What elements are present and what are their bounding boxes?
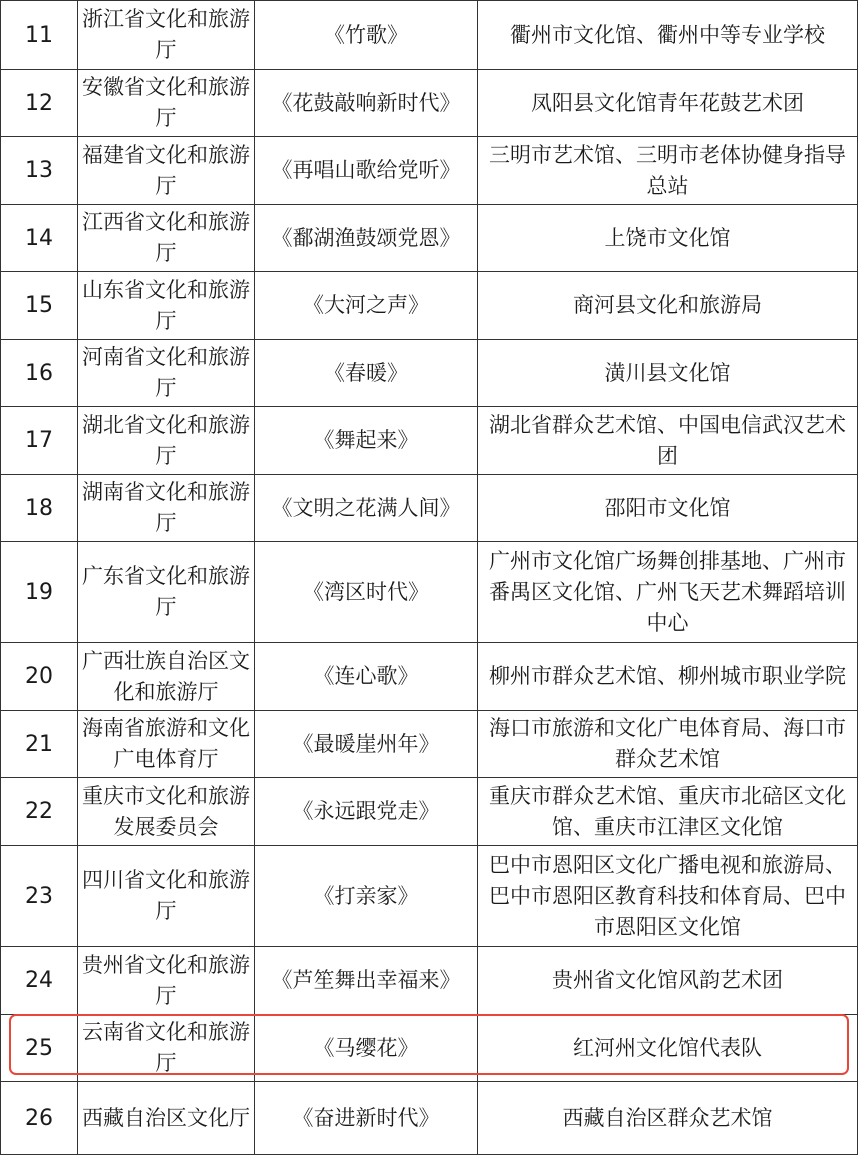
performing-unit-cell: 广州市文化馆广场舞创排基地、广州市番禺区文化馆、广州飞天艺术舞蹈培训中心 <box>478 542 858 643</box>
row-number: 20 <box>1 643 78 711</box>
program-title-cell: 《最暖崖州年》 <box>255 711 478 778</box>
table-row <box>1 272 858 340</box>
performing-unit-cell: 西藏自治区群众艺术馆 <box>478 1082 858 1155</box>
row-number: 26 <box>1 1082 78 1155</box>
row-number: 21 <box>1 711 78 778</box>
row-number: 15 <box>1 272 78 340</box>
organizer-cell: 福建省文化和旅游厅 <box>78 137 255 205</box>
performing-unit-cell: 上饶市文化馆 <box>478 205 858 272</box>
performing-unit-cell: 凤阳县文化馆青年花鼓艺术团 <box>478 70 858 137</box>
table-row <box>1 947 858 1015</box>
performing-unit-cell: 海口市旅游和文化广电体育局、海口市群众艺术馆 <box>478 711 858 778</box>
table-row <box>1 70 858 137</box>
table-row <box>1 1082 858 1155</box>
program-title-cell: 《花鼓敲响新时代》 <box>255 70 478 137</box>
organizer-cell: 广东省文化和旅游厅 <box>78 542 255 643</box>
table-row <box>1 846 858 947</box>
table-row <box>1 205 858 272</box>
performing-unit-cell: 衢州市文化馆、衢州中等专业学校 <box>478 1 858 70</box>
program-title-cell: 《竹歌》 <box>255 1 478 70</box>
table-row <box>1 778 858 846</box>
row-number: 12 <box>1 70 78 137</box>
organizer-cell: 西藏自治区文化厅 <box>78 1082 255 1155</box>
program-title-cell: 《永远跟党走》 <box>255 778 478 846</box>
row-number: 24 <box>1 947 78 1015</box>
row-number: 16 <box>1 340 78 407</box>
organizer-cell: 湖南省文化和旅游厅 <box>78 475 255 542</box>
organizer-cell: 安徽省文化和旅游厅 <box>78 70 255 137</box>
performing-unit-cell: 潢川县文化馆 <box>478 340 858 407</box>
row-number: 25 <box>1 1015 78 1082</box>
organizer-cell: 浙江省文化和旅游厅 <box>78 1 255 70</box>
organizer-cell: 河南省文化和旅游厅 <box>78 340 255 407</box>
performing-unit-cell: 湖北省群众艺术馆、中国电信武汉艺术团 <box>478 407 858 475</box>
organizer-cell: 广西壮族自治区文化和旅游厅 <box>78 643 255 711</box>
performing-unit-cell: 柳州市群众艺术馆、柳州城市职业学院 <box>478 643 858 711</box>
program-title-cell: 《连心歌》 <box>255 643 478 711</box>
organizer-cell: 湖北省文化和旅游厅 <box>78 407 255 475</box>
program-title-cell: 《再唱山歌给党听》 <box>255 137 478 205</box>
organizer-cell: 四川省文化和旅游厅 <box>78 846 255 947</box>
row-number: 17 <box>1 407 78 475</box>
table-body <box>1 1 858 1155</box>
program-title-cell: 《芦笙舞出幸福来》 <box>255 947 478 1015</box>
row-number: 23 <box>1 846 78 947</box>
row-number: 13 <box>1 137 78 205</box>
program-title-cell: 《湾区时代》 <box>255 542 478 643</box>
table-row <box>1 137 858 205</box>
performing-unit-cell: 巴中市恩阳区文化广播电视和旅游局、巴中市恩阳区教育科技和体育局、巴中市恩阳区文化馆 <box>478 846 858 947</box>
row-number: 14 <box>1 205 78 272</box>
row-number: 18 <box>1 475 78 542</box>
organizer-cell: 山东省文化和旅游厅 <box>78 272 255 340</box>
performing-unit-cell: 邵阳市文化馆 <box>478 475 858 542</box>
table-row <box>1 1 858 70</box>
row-number: 22 <box>1 778 78 846</box>
program-title-cell: 《大河之声》 <box>255 272 478 340</box>
organizer-cell: 贵州省文化和旅游厅 <box>78 947 255 1015</box>
program-title-cell: 《马缨花》 <box>255 1015 478 1082</box>
organizer-cell: 重庆市文化和旅游发展委员会 <box>78 778 255 846</box>
performing-unit-cell: 红河州文化馆代表队 <box>478 1015 858 1082</box>
table-row <box>1 542 858 643</box>
program-title-cell: 《舞起来》 <box>255 407 478 475</box>
organizer-cell: 云南省文化和旅游厅 <box>78 1015 255 1082</box>
program-title-cell: 《春暖》 <box>255 340 478 407</box>
program-title-cell: 《鄱湖渔鼓颂党恩》 <box>255 205 478 272</box>
row-number: 11 <box>1 1 78 70</box>
performing-unit-cell: 商河县文化和旅游局 <box>478 272 858 340</box>
row-number: 19 <box>1 542 78 643</box>
table-row <box>1 340 858 407</box>
performing-unit-cell: 三明市艺术馆、三明市老体协健身指导总站 <box>478 137 858 205</box>
organizer-cell: 江西省文化和旅游厅 <box>78 205 255 272</box>
table-row <box>1 711 858 778</box>
table-row <box>1 475 858 542</box>
program-title-cell: 《文明之花满人间》 <box>255 475 478 542</box>
program-title-cell: 《奋进新时代》 <box>255 1082 478 1155</box>
organizer-cell: 海南省旅游和文化广电体育厅 <box>78 711 255 778</box>
table-row <box>1 407 858 475</box>
table-row <box>1 643 858 711</box>
performing-unit-cell: 重庆市群众艺术馆、重庆市北碚区文化馆、重庆市江津区文化馆 <box>478 778 858 846</box>
program-title-cell: 《打亲家》 <box>255 846 478 947</box>
performing-unit-cell: 贵州省文化馆风韵艺术团 <box>478 947 858 1015</box>
table-row-highlighted <box>1 1015 858 1082</box>
